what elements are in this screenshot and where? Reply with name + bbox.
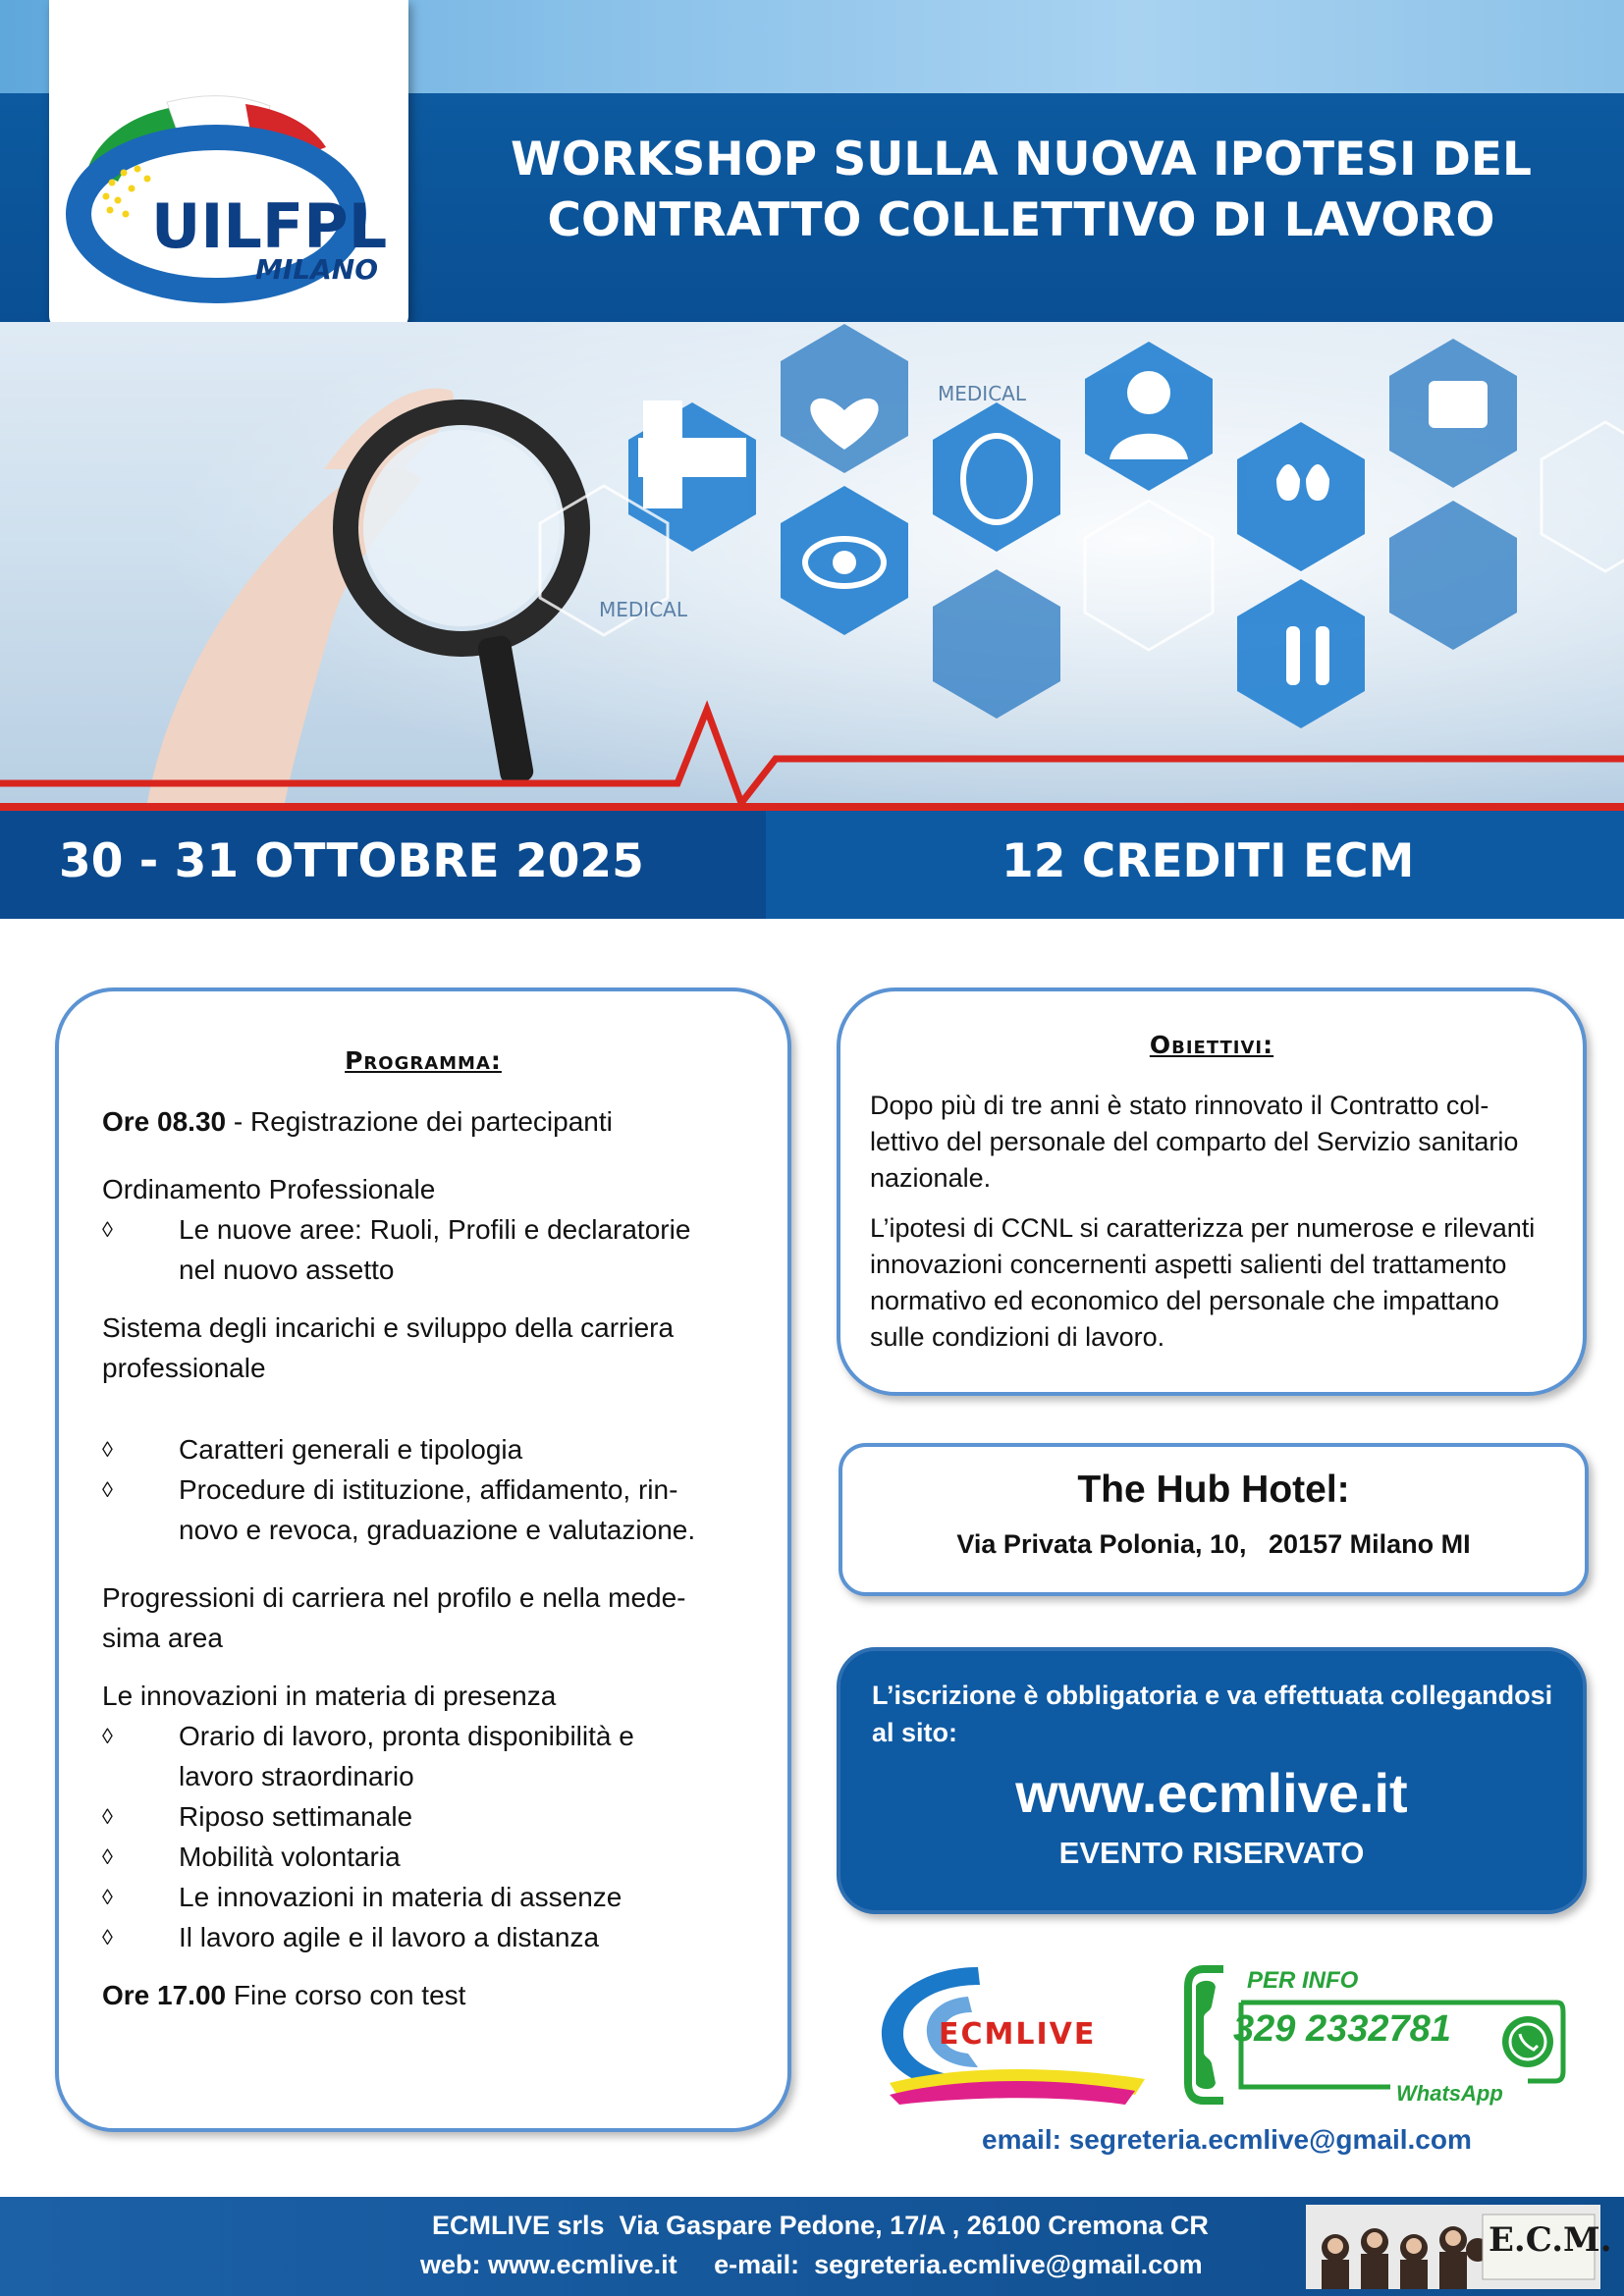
end-text: Fine corso con test	[226, 1980, 466, 2010]
obiettivi-paragraph-1: Dopo più di tre anni è stato rinnovato il Contratto col- lettivo del personale del comparto del Servizio sanitario nazionale.	[870, 1091, 1519, 1193]
ecmlive-logo-icon	[870, 1957, 1155, 2105]
bullet-icon: ◊	[102, 1885, 113, 1909]
venue-box	[839, 1443, 1589, 1596]
venue-address: Via Privata Polonia, 10, 20157 Milano MI	[956, 1529, 1471, 1559]
footer-address: ECMLIVE srls Via Gaspare Pedone, 17/A , 26100 Cremona CR	[432, 2211, 1209, 2240]
hero-illustration-icon	[0, 322, 1624, 803]
whatsapp-label: WhatsApp	[1396, 2081, 1503, 2106]
programma-body	[102, 1101, 750, 2015]
list-item: novo e revoca, graduazione e valutazione.	[179, 1515, 696, 1545]
iscrizione-text: L’iscrizione è obbligatoria e va effettuata collegandosi al sito:	[872, 1681, 1553, 1747]
start-time: Ore 08.30	[102, 1106, 227, 1137]
programma-title: Programma:	[345, 1046, 502, 1075]
programma-box	[55, 988, 791, 2132]
section-incarichi-2: professionale	[102, 1353, 266, 1383]
date-band-red-line	[0, 803, 1624, 811]
logo-main-text: UILFPL	[151, 190, 388, 262]
list-item: ◊ Il lavoro agile e il lavoro a distanza	[102, 1917, 750, 1957]
bullet-icon: ◊	[102, 1477, 113, 1502]
ecmlive-logo-text: ECMLIVE	[939, 2017, 1097, 2052]
section-progressioni-2: sima area	[102, 1623, 223, 1653]
list-item: ◊ Orario di lavoro, pronta disponibilità e	[102, 1716, 750, 1756]
contact-email[interactable]: email: segreteria.ecmlive@gmail.com	[982, 2124, 1472, 2155]
ecm-credits: 12 CREDITI ECM	[1001, 834, 1415, 888]
section-incarichi-1: Sistema degli incarichi e sviluppo della carriera	[102, 1312, 675, 1343]
obiettivi-paragraph-2: L’ipotesi di CCNL si caratterizza per numerose e rilevanti innovazioni concernenti aspetti salienti del trattamento normativo ed economico del personale che impattano sulle condizioni di lavoro.	[870, 1213, 1536, 1352]
bullet-icon: ◊	[102, 1724, 113, 1748]
obiettivi-box	[837, 988, 1587, 1396]
start-text: - Registrazione dei partecipanti	[226, 1106, 613, 1137]
hero-label-medical-2: MEDICAL	[599, 598, 687, 621]
list-item: nel nuovo assetto	[179, 1255, 395, 1285]
venue-name: The Hub Hotel:	[1077, 1468, 1350, 1511]
date-credits-band	[0, 803, 1624, 919]
bullet-icon: ◊	[102, 1437, 113, 1462]
evento-riservato: EVENTO RISERVATO	[1058, 1836, 1365, 1870]
list-item: ◊ Riposo settimanale	[102, 1796, 750, 1837]
iscrizione-box	[837, 1647, 1587, 1914]
end-time: Ore 17.00	[102, 1980, 227, 2010]
title-line-1: WORKSHOP SULLA NUOVA IPOTESI DEL	[511, 133, 1532, 187]
event-dates: 30 - 31 OTTOBRE 2025	[59, 834, 644, 888]
bullet-icon: ◊	[102, 1217, 113, 1242]
list-item: ◊ Le nuove aree: Ruoli, Profili e declaratorie	[102, 1209, 750, 1250]
phone-number[interactable]: 329 2332781	[1233, 2008, 1451, 2050]
ecm-badge-label: E.C.M.	[1489, 2220, 1612, 2260]
section-presenza: Le innovazioni in materia di presenza	[102, 1681, 557, 1711]
uilfpl-logo-card	[49, 0, 408, 330]
list-item: ◊ Procedure di istituzione, affidamento, rin-	[102, 1469, 750, 1510]
list-item: ◊ Caratteri generali e tipologia	[102, 1429, 750, 1469]
list-item: ◊ Le innovazioni in materia di assenze	[102, 1877, 750, 1917]
footer	[0, 2197, 1624, 2296]
section-ordinamento: Ordinamento Professionale	[102, 1174, 436, 1204]
bullet-icon: ◊	[102, 1844, 113, 1869]
obiettivi-body	[870, 1088, 1557, 1369]
uilfpl-logo-icon	[49, 0, 408, 330]
list-item: lavoro straordinario	[179, 1761, 414, 1791]
bullet-icon: ◊	[102, 1804, 113, 1829]
obiettivi-title: Obiettivi:	[1149, 1031, 1274, 1059]
footer-web-email[interactable]: web: www.ecmlive.it e-mail: segreteria.ecmlive@gmail.com	[420, 2250, 1203, 2279]
ecmlive-site-link[interactable]: www.ecmlive.it	[1015, 1762, 1408, 1824]
bullet-icon: ◊	[102, 1925, 113, 1949]
programma-start	[102, 1101, 750, 1142]
programma-end	[102, 1975, 750, 2015]
section-progressioni-1: Progressioni di carriera nel profilo e nella mede-	[102, 1582, 686, 1613]
logo-sub-text: MILANO	[255, 253, 379, 286]
list-item: ◊ Mobilità volontaria	[102, 1837, 750, 1877]
hero-label-medical-1: MEDICAL	[938, 382, 1026, 405]
per-info-label: PER INFO	[1247, 1967, 1359, 1994]
hero-medical-image	[0, 322, 1624, 803]
title-line-2: CONTRATTO COLLETTIVO DI LAVORO	[547, 193, 1495, 247]
page-title	[471, 130, 1571, 251]
